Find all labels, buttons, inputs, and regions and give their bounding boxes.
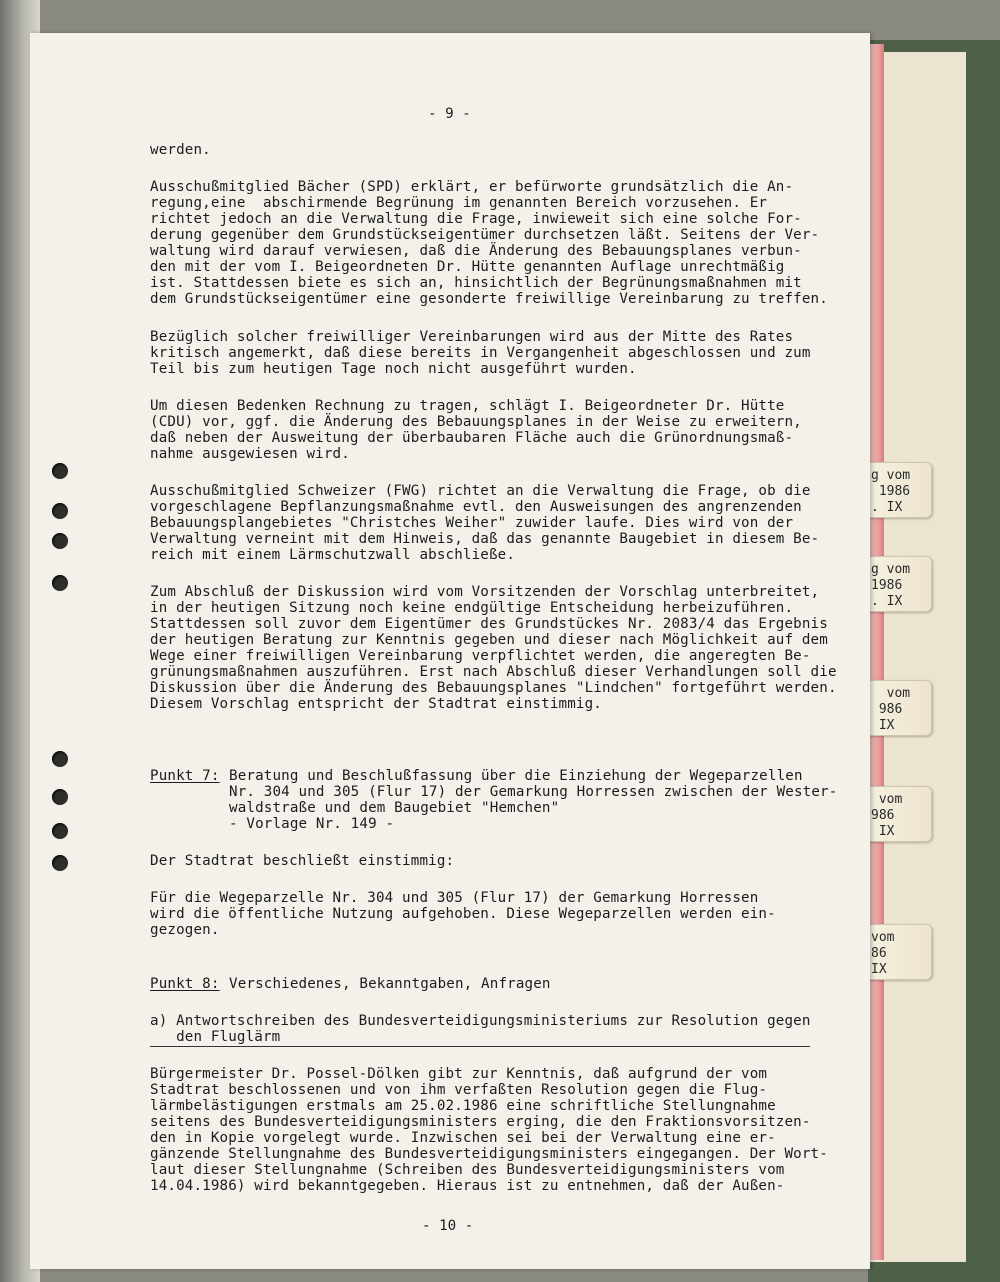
text-line: - Vorlage Nr. 149 - (229, 816, 395, 832)
agenda-item-8-label: Punkt 8: (150, 976, 220, 992)
punch-hole (52, 789, 68, 805)
text-line: lärmbelästigungen erstmals am 25.02.1986 eine schriftliche Stellungnahme (150, 1098, 776, 1114)
text-line: Stadtrat beschlossenen und von ihm verfaßten Resolution gegen die Flug- (150, 1082, 768, 1098)
text-line: (CDU) vor, ggf. die Änderung des Bebauungsplanes in der Weise zu erweitern, (150, 414, 802, 430)
text-line: derung gegenüber dem Grundstückseigentümer durchsetzen läßt. Seitens der Ver- (150, 227, 820, 243)
agenda-item-7-label: Punkt 7: (150, 768, 220, 784)
index-tab-5[interactable]: vom 86 IX (862, 924, 932, 980)
text-line: seitens des Bundesverteidigungsministers erging, die den Fraktionsvorsitzen- (150, 1114, 811, 1130)
text-line: in der heutigen Sitzung noch keine endgültige Entscheidung herbeizuführen. (150, 600, 794, 616)
text-line: Diskussion über die Änderung des Bebauungsplanes "Lindchen" fortgeführt werden. (150, 680, 837, 696)
text-line: Um diesen Bedenken Rechnung zu tragen, schlägt I. Beigeordneter Dr. Hütte (150, 398, 785, 414)
text-line: wird die öffentliche Nutzung aufgehoben. Diese Wegeparzellen werden ein- (150, 906, 776, 922)
index-tab-3[interactable]: vom 986 IX (862, 680, 932, 736)
text-line: gänzende Stellungnahme des Bundesverteidigungsministers eingegangen. Der Wort- (150, 1146, 828, 1162)
text-line: regung,eine abschirmende Begrünung im genannten Bereich vorzusehen. Er (150, 195, 768, 211)
index-tab-1[interactable]: g vom 1986 . IX (862, 462, 932, 518)
text-line: Nr. 304 und 305 (Flur 17) der Gemarkung Horressen zwischen der Wester- (229, 784, 838, 800)
text-line: Ausschußmitglied Schweizer (FWG) richtet an die Verwaltung die Frage, ob die (150, 483, 811, 499)
punch-hole (52, 533, 68, 549)
text-line: waltung wird darauf verwiesen, daß die Änderung des Bebauungsplanes verbun- (150, 243, 802, 259)
text-line: reich mit einem Lärmschutzwall abschließe. (150, 547, 516, 563)
text-line: 14.04.1986) wird bekanntgegeben. Hieraus ist zu entnehmen, daß der Außen- (150, 1178, 785, 1194)
text-line: daß neben der Ausweitung der überbaubaren Fläche auch die Grünordnungsmaß- (150, 430, 794, 446)
text-line: ist. Stattdessen biete es sich an, hinsichtlich der Begrünungsmaßnahmen mit (150, 275, 802, 291)
text-line: Wege einer freiwilligen Vereinbarung verpflichtet werden, die angeregten Be- (150, 648, 811, 664)
text-line: Bebauungsplangebietes "Christches Weiher" zuwider laufe. Dies wird von der (150, 515, 794, 531)
text-line: kritisch angemerkt, daß diese bereits in Vergangenheit abgeschlossen und zum (150, 345, 811, 361)
text-line: dem Grundstückseigentümer eine gesonderte freiwillige Vereinbarung zu treffen. (150, 291, 828, 307)
punch-hole (52, 463, 68, 479)
text-line: Stattdessen soll zuvor dem Eigentümer des Grundstückes Nr. 2083/4 das Ergebnis (150, 616, 828, 632)
text-line: den Fluglärm (150, 1029, 281, 1045)
text-line: den in Kopie vorgelegt wurde. Inzwischen sei bei der Verwaltung eine er- (150, 1130, 776, 1146)
text-line: Verwaltung verneint mit dem Hinweis, daß das genannte Baugebiet in diesem Be- (150, 531, 820, 547)
text-line: Der Stadtrat beschließt einstimmig: (150, 853, 455, 869)
text-line: werden. (150, 142, 211, 158)
index-tab-4[interactable]: vom 986 IX (862, 786, 932, 842)
punch-hole (52, 751, 68, 767)
page-number-top: - 9 - (428, 106, 471, 122)
text-line: Teil bis zum heutigen Tage noch nicht ausgeführt wurden. (150, 361, 637, 377)
punch-hole (52, 503, 68, 519)
text-line: Bezüglich solcher freiwilliger Vereinbarungen wird aus der Mitte des Rates (150, 329, 794, 345)
text-line: Für die Wegeparzelle Nr. 304 und 305 (Flur 17) der Gemarkung Horressen (150, 890, 759, 906)
text-line: richtet jedoch an die Verwaltung die Frage, inwieweit sich eine solche For- (150, 211, 802, 227)
text-line: nahme ausgewiesen wird. (150, 446, 350, 462)
text-line: Ausschußmitglied Bächer (SPD) erklärt, er befürworte grundsätzlich die An- (150, 179, 794, 195)
text-line: Beratung und Beschlußfassung über die Einziehung der Wegeparzellen (229, 768, 803, 784)
text-line: grünungsmaßnahmen auszuführen. Erst nach Abschluß dieser Verhandlungen soll die (150, 664, 837, 680)
text-line: Verschiedenes, Bekanntgaben, Anfragen (229, 976, 551, 992)
punch-hole (52, 855, 68, 871)
section-divider (150, 1046, 810, 1047)
text-line: waldstraße und dem Baugebiet "Hemchen" (229, 800, 560, 816)
index-tab-2[interactable]: g vom 1986 . IX (862, 556, 932, 612)
text-line: Zum Abschluß der Diskussion wird vom Vorsitzenden der Vorschlag unterbreitet, (150, 584, 820, 600)
text-line: Bürgermeister Dr. Possel-Dölken gibt zur Kenntnis, daß aufgrund der vom (150, 1066, 768, 1082)
text-line: gezogen. (150, 922, 220, 938)
punch-hole (52, 823, 68, 839)
text-line: vorgeschlagene Bepflanzungsmaßnahme evtl. den Ausweisungen des angrenzenden (150, 499, 802, 515)
text-line: a) Antwortschreiben des Bundesverteidigungsministeriums zur Resolution gegen (150, 1013, 811, 1029)
text-line: den mit der vom I. Beigeordneten Dr. Hütte genannten Auflage unrechtmäßig (150, 259, 785, 275)
page-number-bottom: - 10 - (422, 1218, 474, 1234)
text-line: der heutigen Beratung zur Kenntnis gegeben und dieser nach Möglichkeit auf dem (150, 632, 828, 648)
text-line: laut dieser Stellungnahme (Schreiben des Bundesverteidigungsministers vom (150, 1162, 785, 1178)
punch-hole (52, 575, 68, 591)
text-line: Diesem Vorschlag entspricht der Stadtrat einstimmig. (150, 696, 602, 712)
